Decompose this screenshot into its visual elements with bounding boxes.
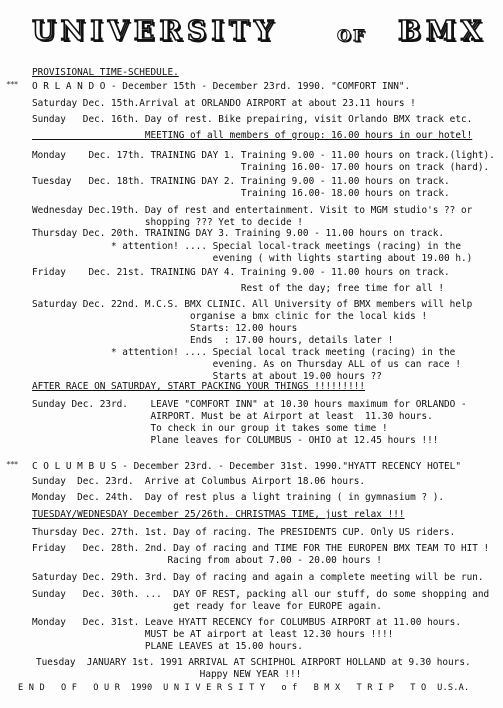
schedule-line: Sunday Dec. 23rd. Arrive at Columbus Airport 18.06 hours. <box>32 476 366 487</box>
schedule-line: Sunday Dec. 30th. ... DAY OF REST, packing all our stuff, do some shopping and <box>32 589 490 600</box>
schedule-line: Friday Dec. 21st. TRAINING DAY 4. Training 9.00 - 11.00 hours on track. <box>32 267 450 278</box>
title-university: UNIVERSITY <box>32 16 279 47</box>
schedule-line: C O L U M B U S - December 23rd. - December 31st. 1990."HYATT RECENCY HOTEL" <box>32 461 461 472</box>
schedule-line: Monday Dec. 24th. Day of rest plus a light training ( in gymnasium ? ). <box>32 492 445 503</box>
schedule-line: Ends : 17.00 hours, details later ! <box>32 335 394 346</box>
star-mark-columbus: *** <box>6 460 18 469</box>
schedule-line: Training 16.00- 17.00 hours on track (hard). <box>32 162 490 173</box>
schedule-line: Sunday Dec. 16th. Day of rest. Bike prepairing, visit Orlando BMX track etc. <box>32 114 473 125</box>
schedule-line: Happy NEW YEAR !!! <box>36 669 302 680</box>
schedule-line: PLANE LEAVES at 15.00 hours. <box>32 641 303 652</box>
schedule-line: Thursday Dec. 27th. 1st. Day of racing. The PRESIDENTS CUP. Only US riders. <box>32 527 456 538</box>
schedule-line: Tuesday Dec. 18th. TRAINING DAY 2. Training 9.00 - 11.00 hours on track. <box>32 176 450 187</box>
schedule-line: Tuesday JANUARY 1st. 1991 ARRIVAL AT SCHIPHOL AIRPORT HOLLAND at 9.30 hours. <box>36 657 471 668</box>
schedule-line: TUESDAY/WEDNESDAY December 25/26th. CHRISTMAS TIME, just relax !!! <box>32 509 405 520</box>
schedule-line: Monday Dec. 17th. TRAINING DAY 1. Training 9.00 - 11.00 hours on track.(light). <box>32 150 495 161</box>
schedule-line: Starts at about 19.00 hours ?? <box>32 371 382 382</box>
schedule-line: Saturday Dec. 22nd. M.C.S. BMX CLINIC. All University of BMX members will help <box>32 299 473 310</box>
schedule-line: evening ( with lights starting about 19.00 h.) <box>32 253 473 264</box>
schedule-line: * attention! .... Special local track meeting (racing) in the <box>32 347 456 358</box>
schedule-line: get ready for leave for EUROPE again. <box>32 601 382 612</box>
title-of: OF <box>337 26 367 45</box>
star-mark-orlando: *** <box>6 80 18 89</box>
schedule-line: Plane leaves for COLUMBUS - OHIO at 12.45 hours !!! <box>32 435 439 446</box>
schedule-line: Training 16.00- 18.00 hours on track. <box>32 188 450 199</box>
schedule-line: organise a bmx clinic for the local kids ! <box>32 311 428 322</box>
schedule-line: Starts: 12.00 hours <box>32 323 298 334</box>
schedule-line: * attention! .... Special local-track meetings (racing) in the <box>32 241 461 252</box>
schedule-line: Friday Dec. 28th. 2nd. Day of racing and TIME FOR THE EUROPEN BMX TEAM TO HIT ! <box>32 543 490 554</box>
schedule-line: MEETING of all members of group: 16.00 hours in our hotel! <box>32 130 473 141</box>
schedule-line: Rest of the day; free time for all ! <box>32 283 445 294</box>
schedule-line: Saturday Dec. 15th.Arrival at ORLANDO AIRPORT at about 23.11 hours ! <box>32 98 416 109</box>
schedule-line: PROVISIONAL TIME-SCHEDULE. <box>32 67 179 78</box>
schedule-line: evening. As on Thursday ALL of us can race ! <box>32 359 461 370</box>
schedule-line: AFTER RACE ON SATURDAY, START PACKING YOUR THINGS !!!!!!!!! <box>32 381 366 392</box>
schedule-line: Monday Dec. 31st. Leave HYATT RECENCY for COLUMBUS AIRPORT at 11.00 hours. <box>32 617 461 628</box>
title-banner <box>14 16 494 50</box>
schedule-line: To check in our group it takes some time ! <box>32 423 388 434</box>
schedule-line: Wednesday Dec.19th. Day of rest and entertainment. Visit to MGM studio's ?? or <box>32 205 473 216</box>
schedule-line: Thursday Dec. 20th. TRAINING DAY 3. Training 9.00 - 11.00 hours on track. <box>32 228 445 239</box>
schedule-line: Racing from about 7.00 - 20.00 hours ! <box>32 555 382 566</box>
schedule-line: Sunday Dec. 23rd. LEAVE "COMFORT INN" at 10.30 hours maximum for ORLANDO - <box>32 399 467 410</box>
schedule-line: Saturday Dec. 29th. 3rd. Day of racing and again a complete meeting will be run. <box>32 572 484 583</box>
schedule-line: E N D O F O U R 1990 U N I V E R S I T Y o f B M X T R I P T O U.S.A. <box>18 683 470 693</box>
schedule-line: MUST be AT airport at least 12.30 hours !!!! <box>32 629 394 640</box>
schedule-line: O R L A N D O - December 15th - December 23rd. 1990. "COMFORT INN". <box>32 81 411 92</box>
schedule-line: AIRPORT. Must be at Airport at least 11.30 hours. <box>32 411 433 422</box>
schedule-line: shopping ??? Yet to decide ! <box>32 217 303 228</box>
title-bmx: BMX <box>398 16 487 47</box>
